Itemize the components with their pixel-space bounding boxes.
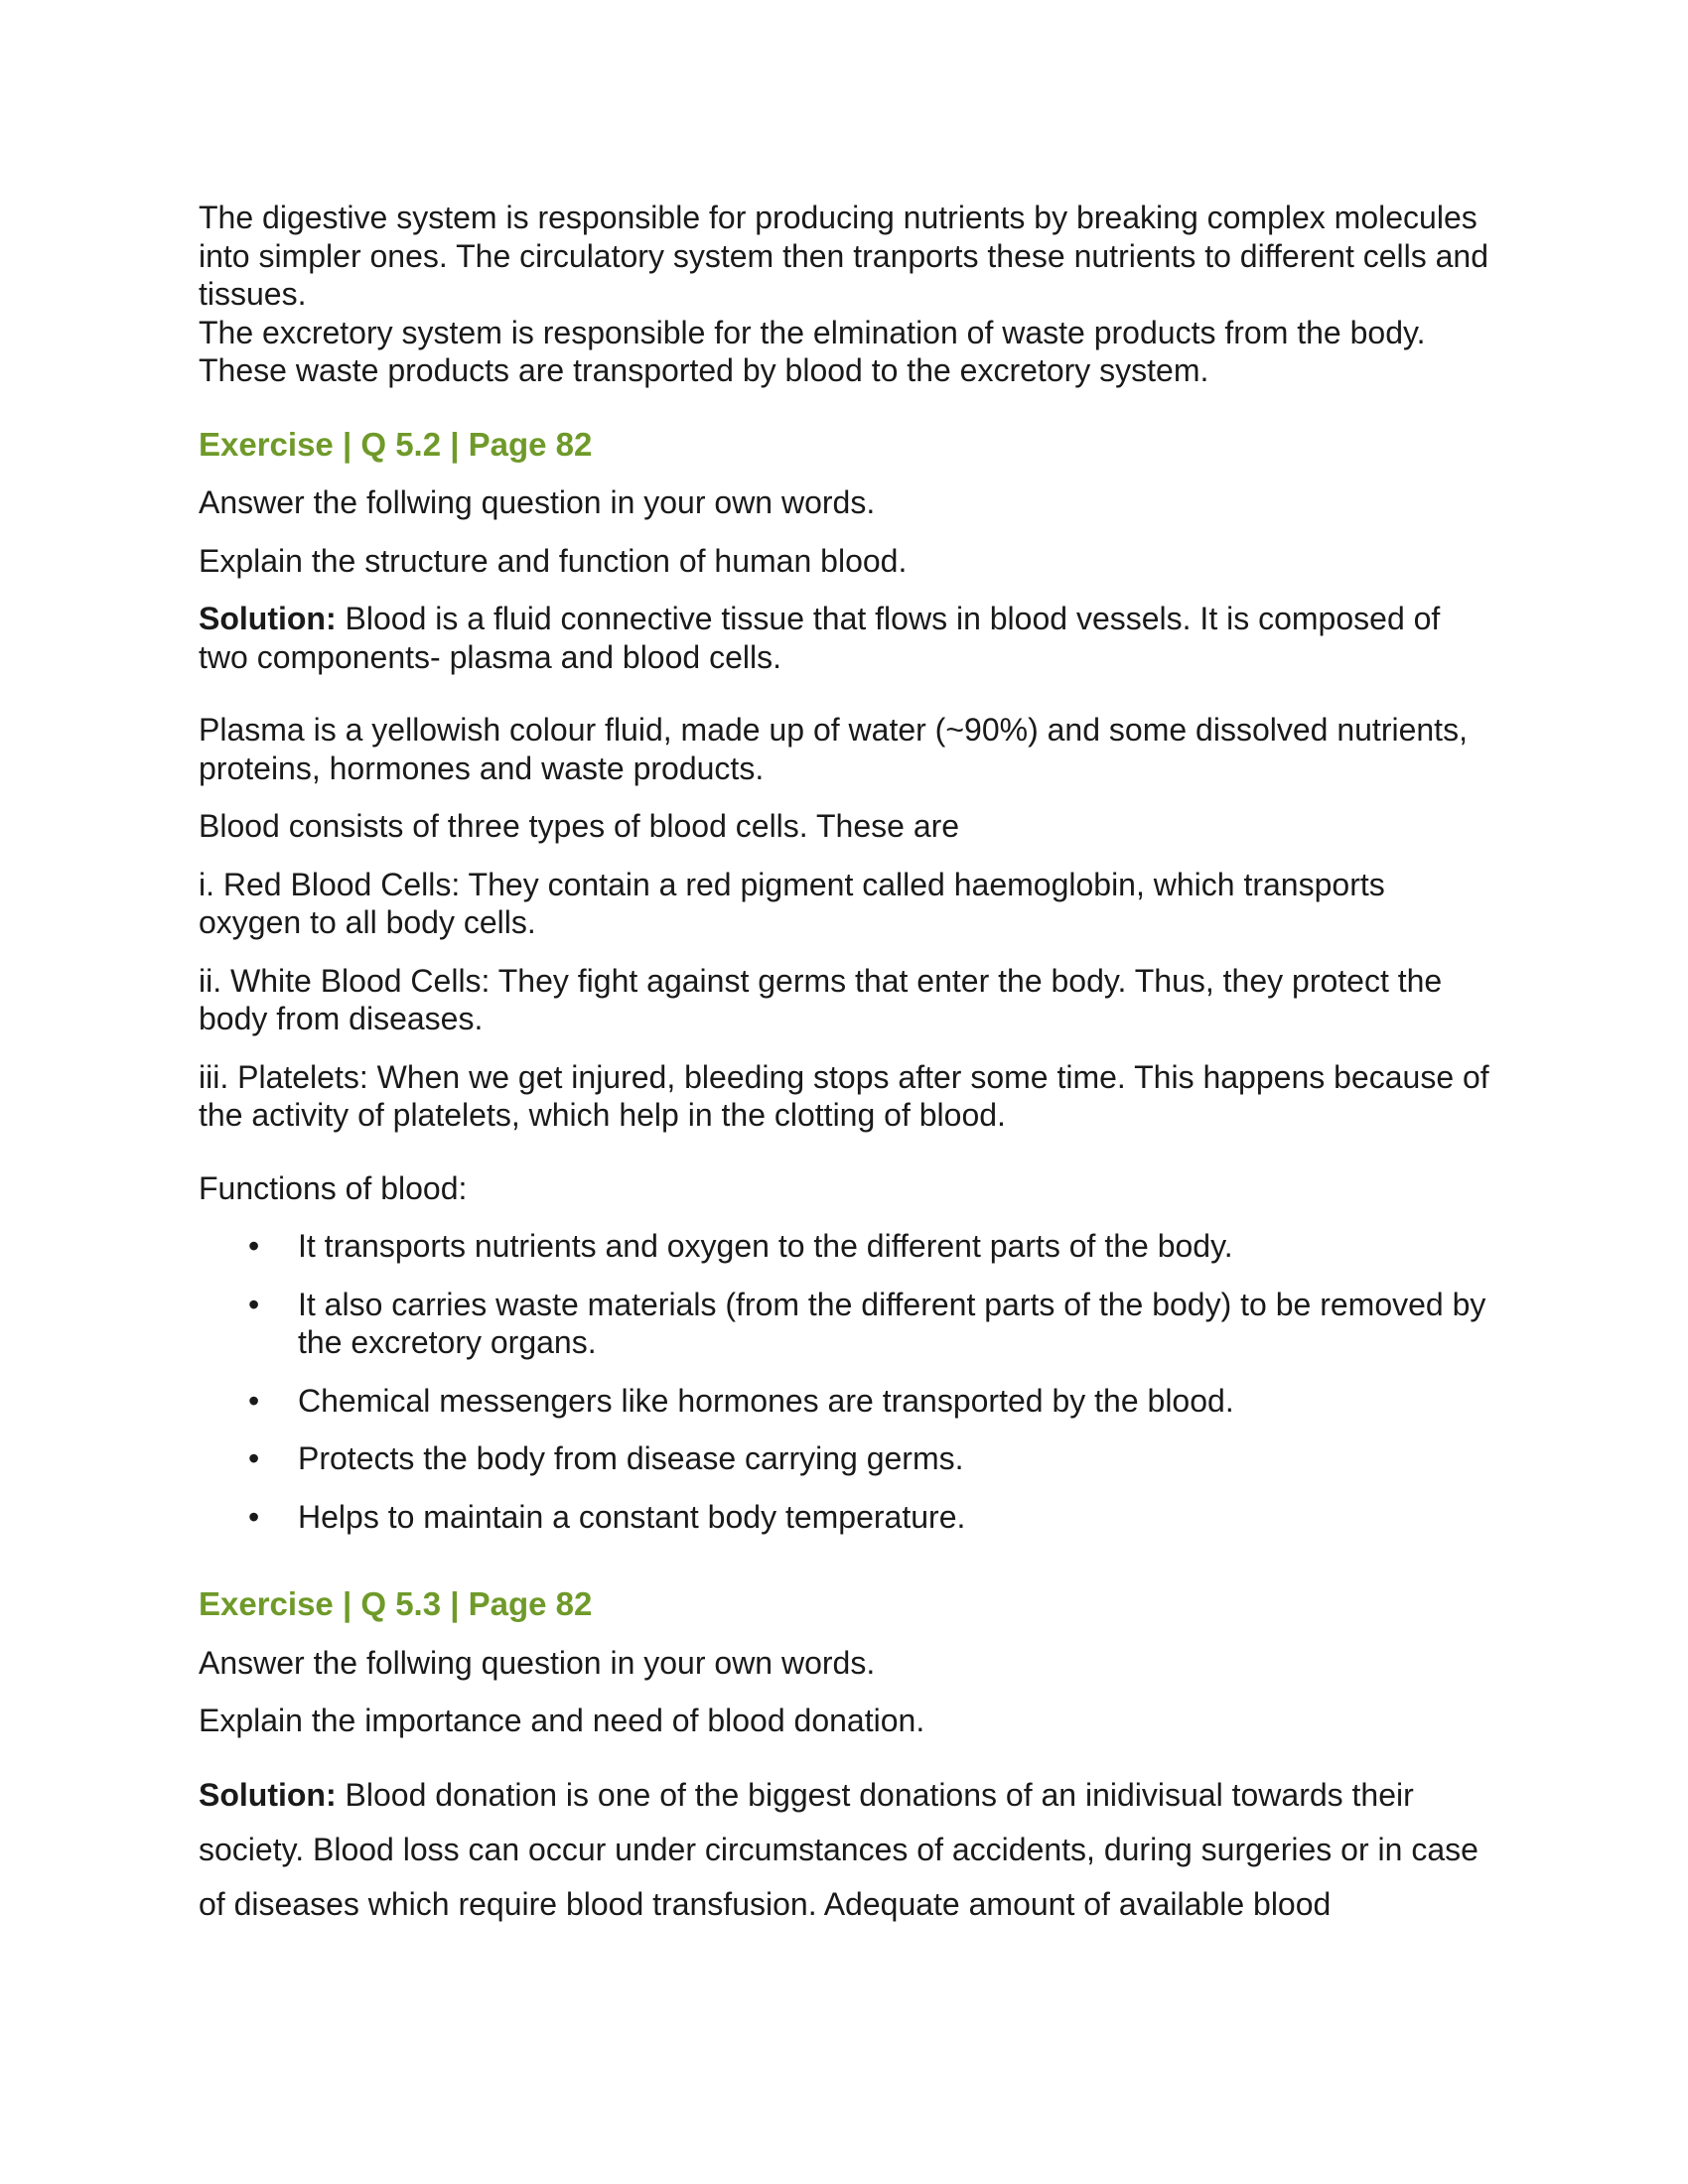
- list-item: • Chemical messengers like hormones are transported by the blood.: [248, 1382, 1234, 1419]
- solution-label: Solution:: [199, 601, 337, 636]
- cell-type-platelets: iii. Platelets: When we get injured, bleeding stops after some time. This happens because of the activity of platelets, which help in the clotting of blood.: [199, 1058, 1489, 1133]
- solution-paragraph: [199, 1768, 1489, 1932]
- intro-paragraph-excretory: The excretory system is responsible for the elmination of waste products from the body. These waste products are transported by blood to the excretory system.: [199, 314, 1426, 388]
- question-instruction: Answer the follwing question in your own words.: [199, 1644, 876, 1681]
- functions-title: Functions of blood:: [199, 1169, 468, 1206]
- document-page: [199, 199, 1489, 1932]
- list-item: • It also carries waste materials (from the different parts of the body) to be removed by the excretory organs.: [248, 1286, 1486, 1360]
- bullet-icon: •: [248, 1228, 260, 1264]
- solution-text: Blood donation is one of the biggest donations of an inidivisual towards their society. Blood loss can occur under circumstances of accidents, during surgeries or in case of diseases which require blood transfusion. Adequate amount of available blood: [199, 1776, 1478, 1922]
- solution-paragraph: [199, 600, 1489, 676]
- exercise-heading-q5-2: Exercise | Q 5.2 | Page 82: [199, 425, 593, 463]
- list-item: • It transports nutrients and oxygen to the different parts of the body.: [248, 1228, 1233, 1264]
- bullet-icon: •: [248, 1382, 260, 1419]
- functions-list: [199, 1227, 1489, 1536]
- solution-label: Solution:: [199, 1776, 337, 1813]
- intro-paragraph-digestive: The digestive system is responsible for producing nutrients by breaking complex molecules into simpler ones. The circulatory system then tranports these nutrients to different cells and tissues.: [199, 200, 1489, 312]
- cell-type-white: ii. White Blood Cells: They fight against germs that enter the body. Thus, they protect the body from diseases.: [199, 962, 1443, 1036]
- solution-text: Blood is a fluid connective tissue that flows in blood vessels. It is composed of two components- plasma and blood cells.: [199, 601, 1441, 675]
- list-item: • Helps to maintain a constant body temperature.: [248, 1498, 966, 1535]
- cells-intro: Blood consists of three types of blood cells. These are: [199, 808, 960, 844]
- question-text: Explain the structure and function of human blood.: [199, 542, 908, 579]
- plasma-paragraph: Plasma is a yellowish colour fluid, made up of water (~90%) and some dissolved nutrients, proteins, hormones and waste products.: [199, 712, 1468, 786]
- list-item: • Protects the body from disease carrying germs.: [248, 1440, 964, 1476]
- cell-type-red: i. Red Blood Cells: They contain a red pigment called haemoglobin, which transports oxygen to all body cells.: [199, 866, 1385, 940]
- question-text: Explain the importance and need of blood donation.: [199, 1703, 925, 1738]
- exercise-heading-q5-3: Exercise | Q 5.3 | Page 82: [199, 1585, 593, 1622]
- question-instruction: Answer the follwing question in your own words.: [199, 484, 876, 520]
- bullet-icon: •: [248, 1498, 260, 1535]
- bullet-icon: •: [248, 1440, 260, 1476]
- bullet-icon: •: [248, 1286, 260, 1322]
